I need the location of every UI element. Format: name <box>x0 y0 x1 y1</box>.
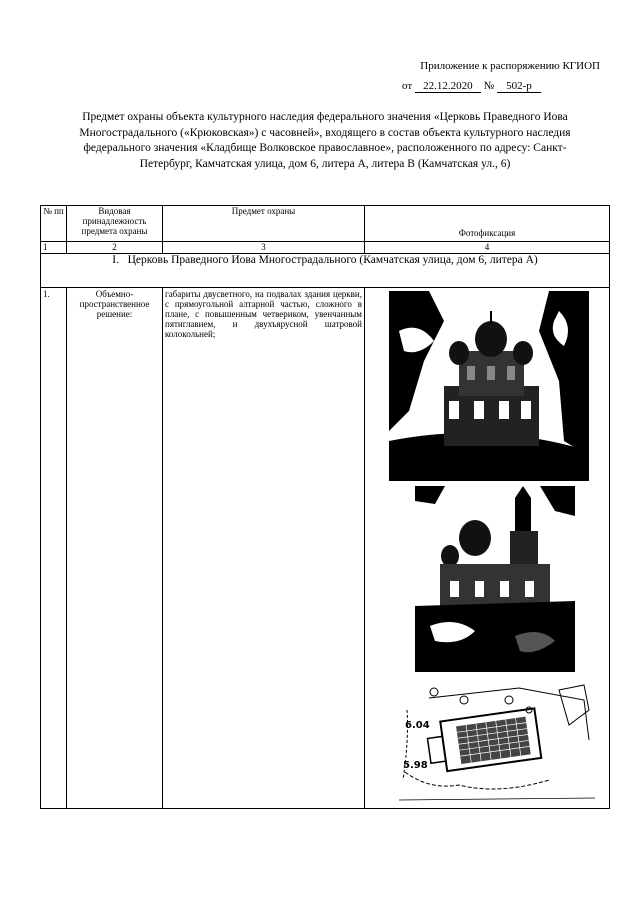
order-reference <box>402 80 602 93</box>
church-photo-1 <box>389 291 589 481</box>
section-title: Церковь Праведного Иова Многострадального (Камчатская улица, дом 6, литера А) <box>127 254 538 266</box>
order-number: 502-р <box>497 80 541 93</box>
column-number: 3 <box>163 242 365 254</box>
row-description: габариты двусветного, на подвалах здания церкви, с прямоугольной алтарной частью, сложного в плане, с повышенным четвериком, увенчанным пятиглавием, и двухъярусной шатровой колокольней; <box>163 288 365 809</box>
header-feature: Видовая принадлежность предмета охраны <box>67 206 163 242</box>
number-prefix: № <box>483 80 495 92</box>
protection-table <box>40 205 610 809</box>
table-header-row <box>41 206 610 242</box>
church-photo-2 <box>415 486 575 672</box>
order-date: 22.12.2020 <box>415 80 481 93</box>
section-number: I. <box>112 254 119 266</box>
section-row <box>41 254 610 288</box>
header-photo: Фотофиксация <box>365 206 610 242</box>
document-title: Предмет охраны объекта культурного наследия федерального значения «Церковь Праведного Иова Многострадального («Крюковская») с часовней», входящего в состав объекта культурного наследия федерального значения «Кладбище Волковское православное», расположенного по адресу: Санкт-Петербург, Камчатская улица, дом 6, литера А, литера В (Камчатская ул., 6) <box>79 111 571 170</box>
column-number: 4 <box>365 242 610 254</box>
plan-label-2: 5.98 <box>403 760 428 771</box>
date-prefix: от <box>402 80 413 92</box>
section-heading <box>41 254 610 288</box>
row-feature: Объемно-пространственное решение: <box>67 288 163 809</box>
column-number: 1 <box>41 242 67 254</box>
column-numbers-row <box>41 242 610 254</box>
row-number: 1. <box>41 288 67 809</box>
column-number: 2 <box>67 242 163 254</box>
plan-label-1: 6.04 <box>405 720 430 731</box>
site-plan <box>399 680 595 806</box>
photo-cell <box>365 288 610 809</box>
table-row <box>41 288 610 809</box>
header-subject: Предмет охраны <box>163 206 365 242</box>
header-number: № пп <box>41 206 67 242</box>
appendix-caption: Приложение к распоряжению КГИОП <box>420 60 600 72</box>
